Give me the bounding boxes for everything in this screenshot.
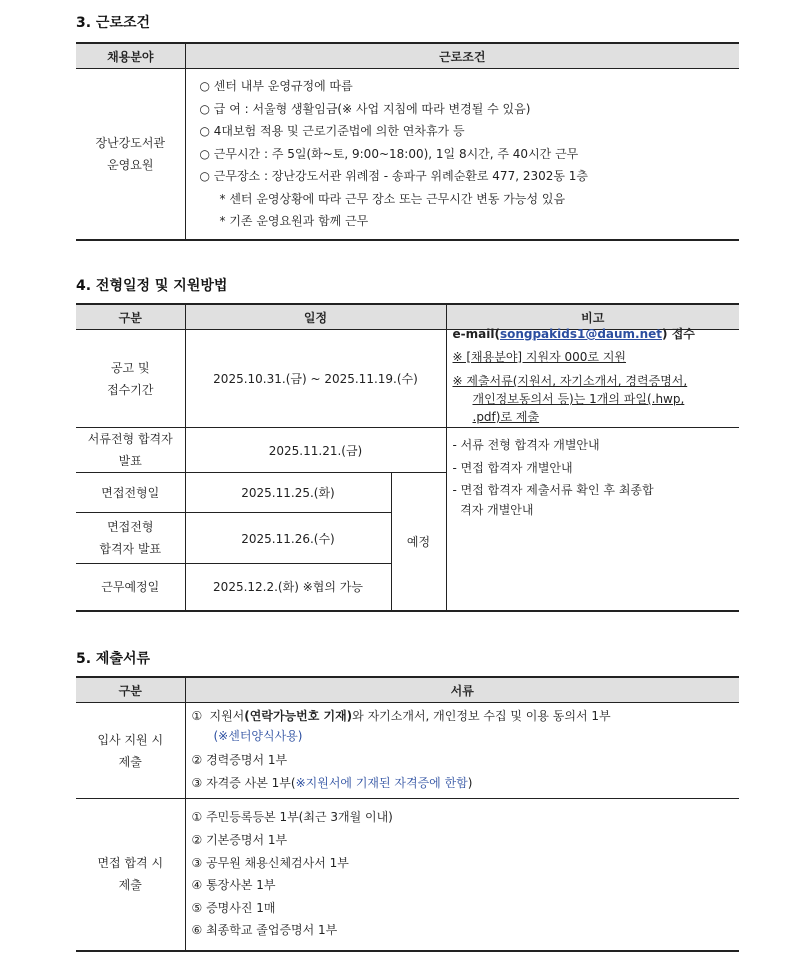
category-cell (76, 330, 185, 428)
schedule-table (76, 303, 739, 612)
document-item: ② 경력증명서 1부 (191, 753, 288, 767)
section-3-title: 3. 근로조건 (76, 15, 151, 31)
notice-item: 격자 개별안내 (452, 502, 534, 517)
working-conditions-table (76, 42, 739, 241)
item-number: ① (191, 709, 203, 723)
conditions-cell (185, 69, 739, 241)
category-line: 제출 (118, 754, 142, 769)
doc-text: ③ 자격증 사본 1부( (191, 776, 296, 790)
email-line (453, 324, 740, 344)
notice-item: - 서류 전형 합격자 개별안내 (452, 438, 600, 452)
category-line: 합격자 발표 (99, 542, 162, 556)
category-line: 장난강도서관 (95, 136, 166, 150)
category-cell (76, 703, 185, 799)
condition-note: * 센터 운영상황에 따라 근무 장소 또는 근무시간 변동 가능성 있음 (219, 191, 566, 206)
remark-note: ※ 제출서류(지원서, 자기소개서, 경력증명서, (452, 374, 688, 388)
condition-item: ○ 센터 내부 운영규정에 따름 (199, 78, 353, 93)
category-line: 공고 및 (110, 360, 150, 375)
document-item: ⑥ 최종학교 졸업증명서 1부 (191, 923, 338, 938)
doc-note: (※센터양식사용) (213, 729, 303, 743)
category-cell: 면접전형일 (76, 473, 185, 513)
email-suffix: ) 접수 (662, 327, 695, 341)
category-line: 입사 지원 시 (97, 732, 164, 747)
header-working-conditions: 근로조건 (185, 43, 739, 69)
header-schedule: 일정 (185, 304, 446, 330)
condition-item: ○ 근무장소 : 장난강도서관 위례점 - 송파구 위례순환로 477, 2302동 1층 (199, 169, 588, 184)
category-cell (76, 799, 185, 951)
email-prefix: e-mail( (452, 327, 500, 341)
document-item: ① 주민등록등본 1부(최근 3개월 이내) (191, 810, 393, 825)
category-line: 면접 합격 시 (97, 856, 164, 871)
interview-documents-cell (185, 799, 739, 951)
doc-text: 지원서 (209, 709, 245, 723)
remark-note: ※ [채용분야] 지원자 000로 지원 (452, 350, 627, 364)
document-item: ③ 공무원 채용신체검사서 1부 (191, 855, 349, 870)
date-cell: 2025.11.25.(화) (185, 473, 391, 513)
header-category: 구분 (76, 677, 185, 703)
condition-item: ○ 근무시간 : 주 5일(화~토, 9:00~18:00), 1일 8시간, 주 40시간 근무 (199, 146, 579, 161)
condition-note: * 기존 운영요원과 함께 근무 (219, 214, 369, 229)
category-line: 서류전형 합격자 (87, 432, 173, 446)
category-line: 제출 (118, 878, 142, 893)
remark-note: 개인정보동의서 등)는 1개의 파일(.hwp, (472, 392, 685, 406)
date-cell: 2025.11.21.(금) (185, 428, 446, 473)
document-item: ② 기본증명서 1부 (191, 833, 288, 848)
document-item (192, 706, 740, 727)
date-cell: 2025.11.26.(수) (185, 513, 391, 564)
category-line: 면접전형 (107, 520, 154, 534)
document-item: ④ 통장사본 1부 (191, 878, 276, 893)
document-item: ⑤ 증명사진 1매 (191, 900, 276, 915)
condition-item: ○ 급 여 : 서울형 생활임금(※ 사업 지침에 따라 변경될 수 있음) (199, 101, 531, 116)
doc-text-bold: (연락가능번호 기재) (244, 709, 353, 723)
remark-note: .pdf)로 제출 (472, 410, 540, 424)
document-item (192, 772, 740, 795)
notice-cell (446, 428, 739, 611)
doc-text: ) (467, 776, 473, 790)
date-cell: 2025.10.31.(금) ~ 2025.11.19.(수) (185, 330, 446, 428)
category-cell (76, 513, 185, 564)
header-remarks: 비고 (446, 304, 739, 330)
doc-text: 와 자기소개서, 개인정보 수집 및 이용 동의서 1부 (352, 709, 611, 723)
header-category: 구분 (76, 304, 185, 330)
category-cell: 근무예정일 (76, 564, 185, 611)
application-documents-cell (185, 703, 739, 799)
documents-table (76, 676, 739, 952)
header-recruit-field: 채용분야 (76, 43, 185, 69)
notice-item: - 면접 합격자 개별안내 (452, 460, 573, 475)
section-4-title: 4. 전형일정 및 지원방법 (76, 278, 228, 294)
category-cell (76, 69, 185, 241)
category-line: 접수기간 (107, 382, 154, 397)
notice-item: - 면접 합격자 제출서류 확인 후 최종합 (452, 483, 654, 498)
condition-item: ○ 4대보험 적용 및 근로기준법에 의한 연차휴가 등 (199, 124, 465, 139)
header-documents: 서류 (185, 677, 739, 703)
category-line: 발표 (118, 454, 142, 468)
category-cell (76, 428, 185, 473)
email-link[interactable]: songpakids1@daum.net (499, 327, 663, 341)
application-remarks-cell (446, 327, 739, 428)
doc-note: ※지원서에 기재된 자격증에 한함 (295, 776, 468, 790)
category-line: 운영요원 (107, 158, 154, 172)
section-5-title: 5. 제출서류 (76, 651, 151, 667)
tentative-cell: 예정 (391, 473, 446, 611)
date-cell: 2025.12.2.(화) ※협의 가능 (185, 564, 391, 611)
